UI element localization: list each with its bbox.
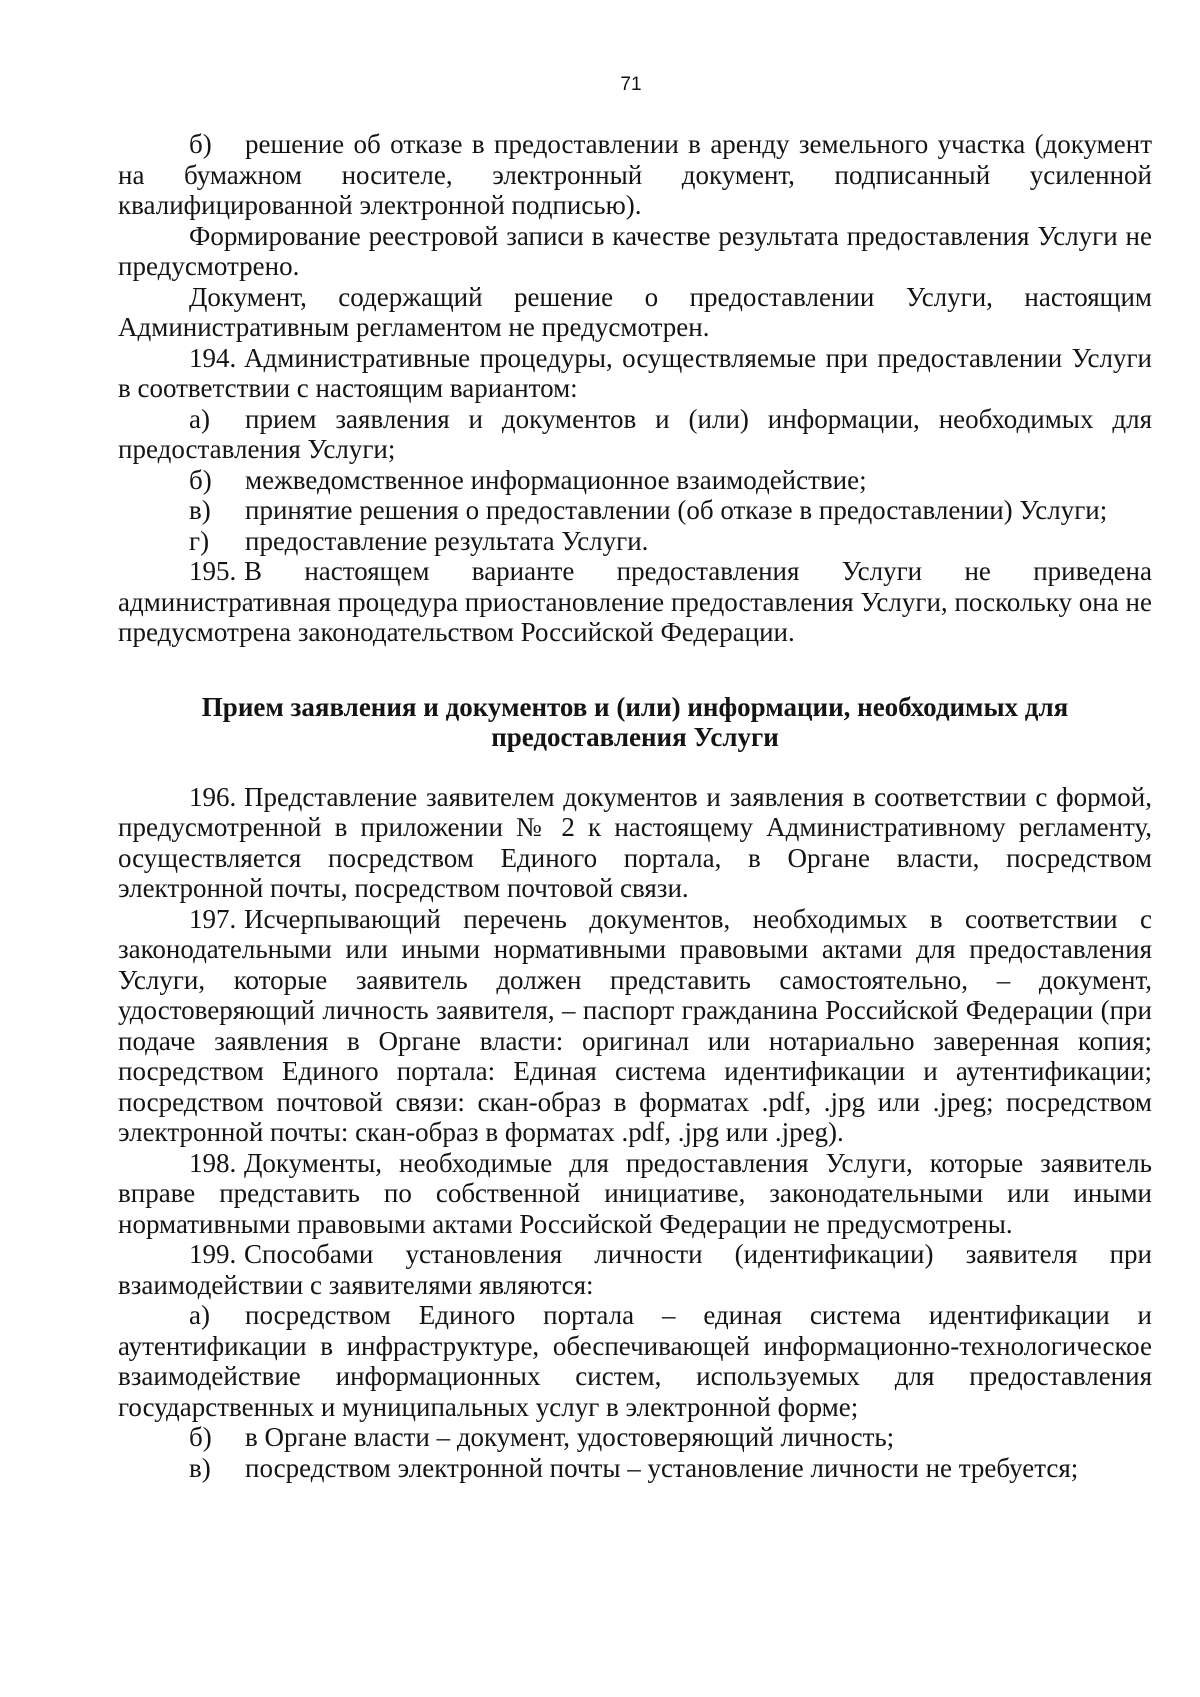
paragraph-item-g (118, 526, 1152, 557)
paragraph-decision-document (118, 282, 1152, 343)
item-marker: б) (189, 1422, 212, 1452)
section-heading (118, 692, 1152, 753)
item-marker: 199. (189, 1239, 237, 1269)
paragraph-item-b (118, 465, 1152, 496)
paragraph-item-v (118, 495, 1152, 526)
paragraph-194 (118, 343, 1152, 404)
item-marker: 195. (189, 556, 237, 586)
paragraph-text: прием заявления и документов и (или) информации, необходимых для предоставления Услуги; (118, 403, 1152, 464)
paragraph-identification-item-v (118, 1453, 1152, 1484)
item-marker: 197. (189, 903, 237, 934)
item-marker: а) (189, 403, 210, 434)
document-body (118, 129, 1152, 1483)
item-marker: в) (189, 1452, 211, 1483)
paragraph-text: посредством Единого портала – единая система идентификации и аутентификации в инфраструктуре, обеспечивающей информационно-технологическое взаимодействие информационных систем, используемых для предоставления государственных и муниципальных услуг в электронной форме; (118, 1300, 1152, 1422)
paragraph-item-a (118, 404, 1152, 465)
item-marker: 194. (189, 342, 237, 373)
paragraph-195 (118, 556, 1152, 648)
item-marker: 198. (189, 1147, 237, 1178)
paragraph-text: Способами установления личности (идентификации) заявителя при взаимодействии с заявителями являются: (118, 1239, 1152, 1300)
paragraph-text: посредством электронной почты – установление личности не требуется; (245, 1452, 1079, 1483)
paragraph-text: Административные процедуры, осуществляемые при предоставлении Услуги в соответствии с настоящим вариантом: (118, 342, 1152, 403)
item-marker: а) (189, 1300, 210, 1330)
paragraph-identification-item-a (118, 1300, 1152, 1422)
paragraph-196 (118, 782, 1152, 904)
paragraph-item-b-refusal (118, 129, 1152, 221)
paragraph-text: Представление заявителем документов и заявления в соответствии с формой, предусмотренной в приложении № 2 к настоящему Административному регламенту, осуществляется посредством Единого портала, в Органе власти, посредством электронной почты, посредством почтовой связи. (118, 781, 1152, 903)
paragraph-text: Исчерпывающий перечень документов, необходимых в соответствии с законодательными или иными нормативными правовыми актами для предоставления Услуги, которые заявитель должен представить самостоятельно, – документ, удостоверяющий личность заявителя, – паспорт гражданина Российской Федерации (при подаче заявления в Органе власти: оригинал или нотариально заверенная копия; посредством Единого портала: Единая система идентификации и аутентификации; посредством почтовой связи: скан-образ в форматах .pdf, .jpg или .jpeg; посредством электронной почты: скан-образ в форматах .pdf, .jpg или .jpeg). (118, 903, 1152, 1147)
page-number: 71 (620, 74, 642, 95)
paragraph-197 (118, 904, 1152, 1148)
paragraph-text: Формирование реестровой записи в качестве результата предоставления Услуги не предусмотрено. (118, 220, 1152, 281)
paragraph-identification-item-b (118, 1422, 1152, 1453)
paragraph-199 (118, 1239, 1152, 1300)
paragraph-text: В настоящем варианте предоставления Услуги не приведена административная процедура приостановление предоставления Услуги, поскольку она не предусмотрена законодательством Российской Федерации. (118, 556, 1152, 647)
item-marker: в) (189, 495, 211, 525)
section-heading-line-2: предоставления Услуги (491, 722, 779, 752)
paragraph-text: предоставление результата Услуги. (245, 525, 649, 556)
paragraph-text: в Органе власти – документ, удостоверяющий личность; (245, 1422, 895, 1452)
paragraph-text: Документы, необходимые для предоставления Услуги, которые заявитель вправе представить по собственной инициативе, законодательными или иными нормативными правовыми актами Российской Федерации не предусмотрены. (118, 1147, 1152, 1239)
paragraph-registry-record (118, 221, 1152, 282)
item-marker: 196. (189, 781, 237, 812)
paragraph-text: межведомственное информационное взаимодействие; (245, 464, 867, 495)
item-marker: б) (189, 129, 212, 159)
paragraph-text: решение об отказе в предоставлении в аренду земельного участка (документ на бумажном носителе, электронный документ, подписанный усиленной квалифицированной электронной подписью). (118, 129, 1152, 220)
paragraph-text: Документ, содержащий решение о предоставлении Услуги, настоящим Административным регламентом не предусмотрен. (118, 281, 1152, 342)
item-marker: б) (189, 464, 212, 495)
paragraph-text: принятие решения о предоставлении (об отказе в предоставлении) Услуги; (245, 495, 1108, 525)
paragraph-198 (118, 1148, 1152, 1240)
section-heading-line-1: Прием заявления и документов и (или) информации, необходимых для (201, 691, 1069, 722)
item-marker: г) (189, 525, 210, 556)
